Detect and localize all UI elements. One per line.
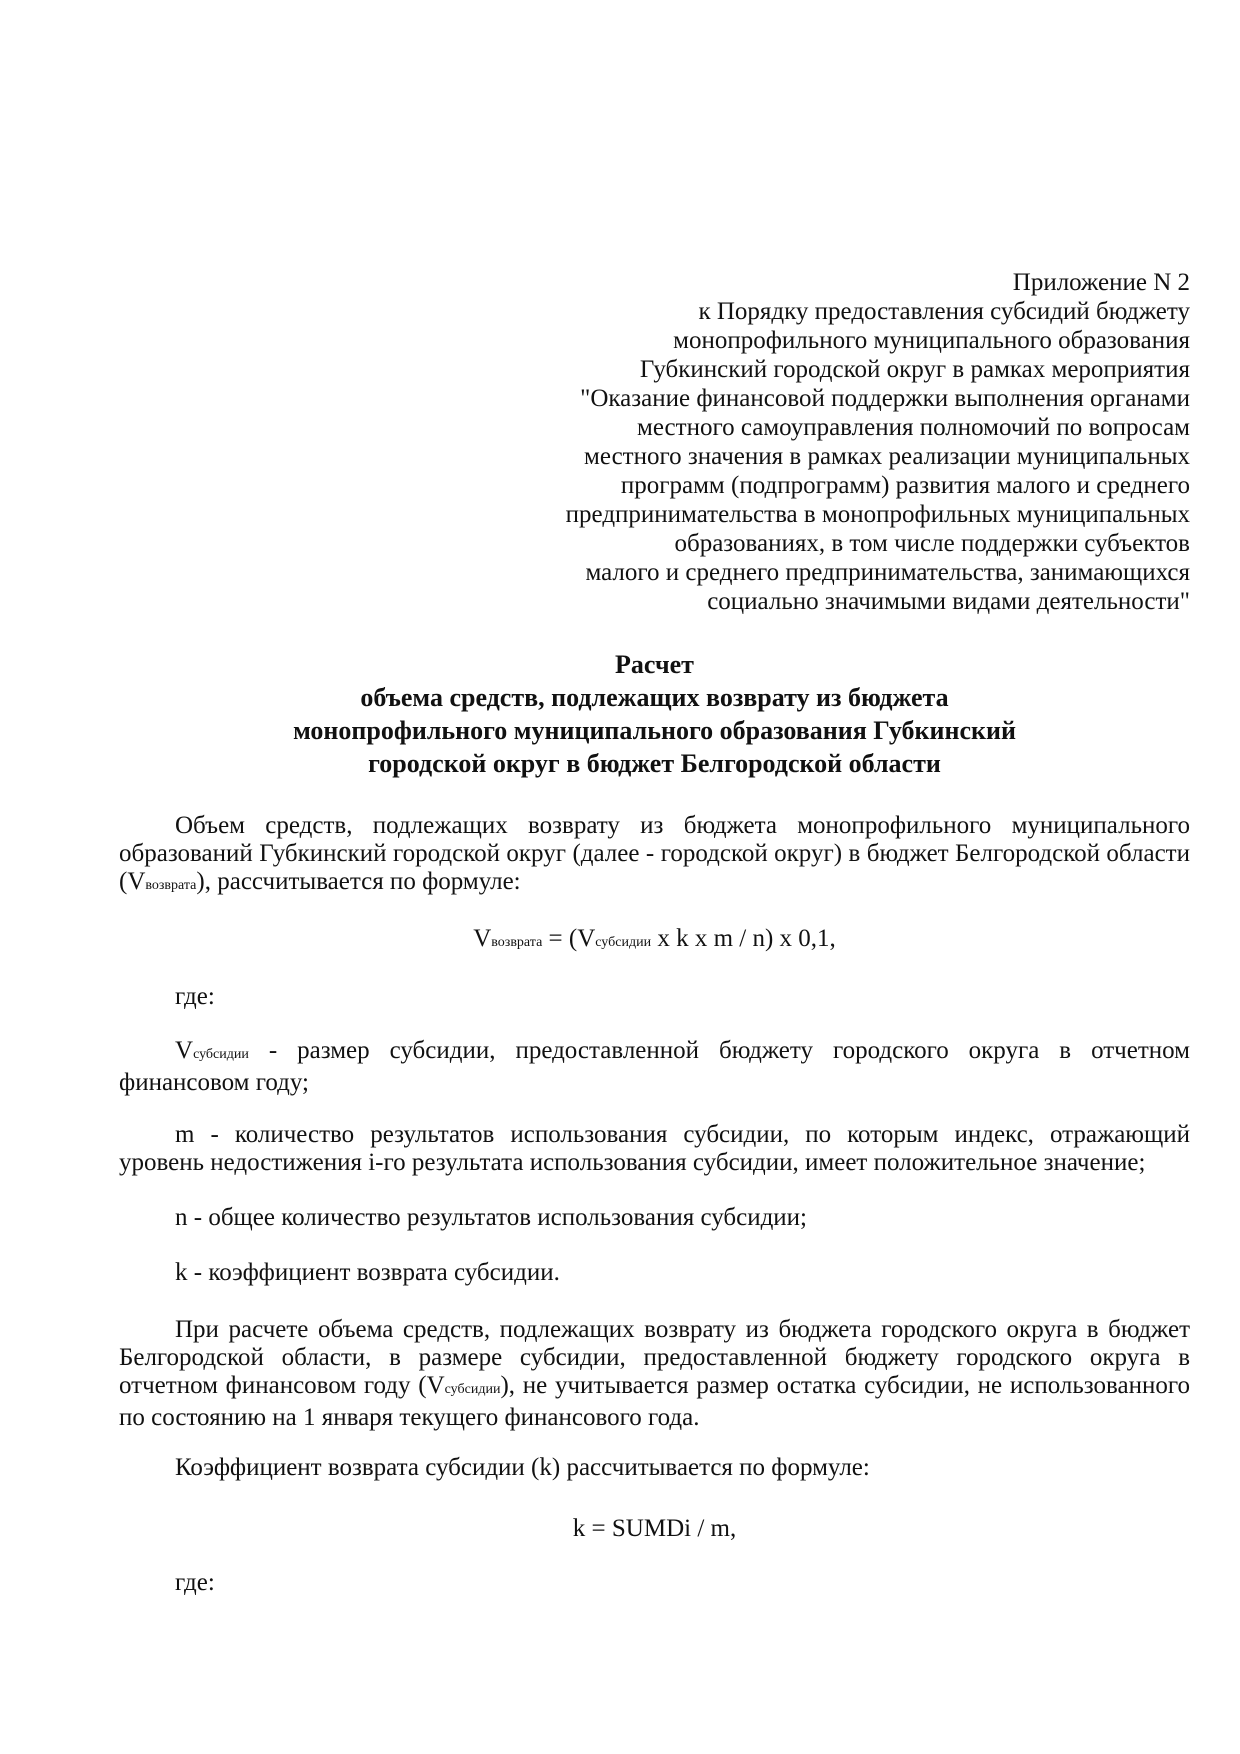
header-line: малого и среднего предпринимательства, занимающихся — [585, 559, 1190, 586]
formula-coefficient: k = SUMDi / m, — [572, 1515, 737, 1542]
where-label: где: — [175, 1569, 215, 1596]
header-line: социально значимыми видами деятельности" — [707, 588, 1190, 615]
subscript: возврата — [145, 878, 197, 893]
title-line: монопрофильного муниципального образования Губкинский — [293, 716, 1016, 745]
text: При расчете объема средств, подлежащих возврату из бюджета городского округа в бюджет Белгородской области, в размере субсидии, предоставленной бюджету городского округа в отчетном финансовом году (V — [119, 1316, 1190, 1399]
appendix-header — [566, 268, 1190, 616]
formula-return — [119, 925, 1190, 957]
text: V — [473, 925, 492, 952]
paragraph-volume — [119, 812, 1190, 900]
header-line: местного значения в рамках реализации муниципальных — [584, 443, 1190, 470]
header-line: местного самоуправления полномочий по вопросам — [637, 414, 1190, 441]
document-title — [119, 648, 1190, 780]
header-line: монопрофильного муниципального образования — [673, 327, 1190, 354]
header-line: программ (подпрограмм) развития малого и среднего — [620, 472, 1190, 499]
header-line: Приложение N 2 — [1012, 269, 1190, 296]
header-line: предпринимательства в монопрофильных муниципальных — [565, 501, 1190, 528]
text: Объем средств, подлежащих возврату из бюджета монопрофильного муниципального образований Губкинский городской округ (далее - городской округ) в бюджет Белгородской области (V — [119, 812, 1190, 895]
subscript: возврата — [491, 935, 543, 950]
paragraph-coefficient: Коэффициент возврата субсидии (k) рассчитывается по формуле: — [175, 1454, 870, 1481]
definition-n: n - общее количество результатов использования субсидии; — [175, 1204, 808, 1231]
definition-m: m - количество результатов использования субсидии, по которым индекс, отражающий уровень недостижения i-го результата использования субсидии, имеет положительное значение; — [119, 1121, 1190, 1176]
definition-k: k - коэффициент возврата субсидии. — [175, 1259, 560, 1286]
text: ), рассчитывается по формуле: — [196, 868, 521, 895]
text: x k x m / n) x 0,1, — [651, 925, 836, 952]
title-line: городской округ в бюджет Белгородской области — [368, 749, 941, 778]
subscript: субсидии — [193, 1047, 249, 1062]
where-label: где: — [175, 983, 215, 1010]
text: ), не учитывается размер остатка субсидии, не использованного по состоянию на 1 января текущего финансового года. — [119, 1372, 1190, 1431]
header-line: Губкинский городской округ в рамках мероприятия — [639, 356, 1190, 383]
header-line: "Оказание финансовой поддержки выполнения органами — [580, 385, 1190, 412]
header-line: образованиях, в том числе поддержки субъектов — [674, 530, 1190, 557]
header-line: к Порядку предоставления субсидий бюджету — [698, 298, 1190, 325]
text: - размер субсидии, предоставленной бюджету городского округа в отчетном финансовом году; — [119, 1037, 1190, 1096]
subscript: субсидии — [595, 935, 652, 950]
text: = (V — [542, 925, 596, 952]
title-line: Расчет — [615, 650, 694, 679]
title-line: объема средств, подлежащих возврату из бюджета — [360, 683, 949, 712]
definition-v-subsidy — [119, 1037, 1190, 1097]
text: V — [175, 1037, 194, 1064]
paragraph-calculation-note — [119, 1316, 1190, 1432]
subscript: субсидии — [444, 1382, 501, 1397]
